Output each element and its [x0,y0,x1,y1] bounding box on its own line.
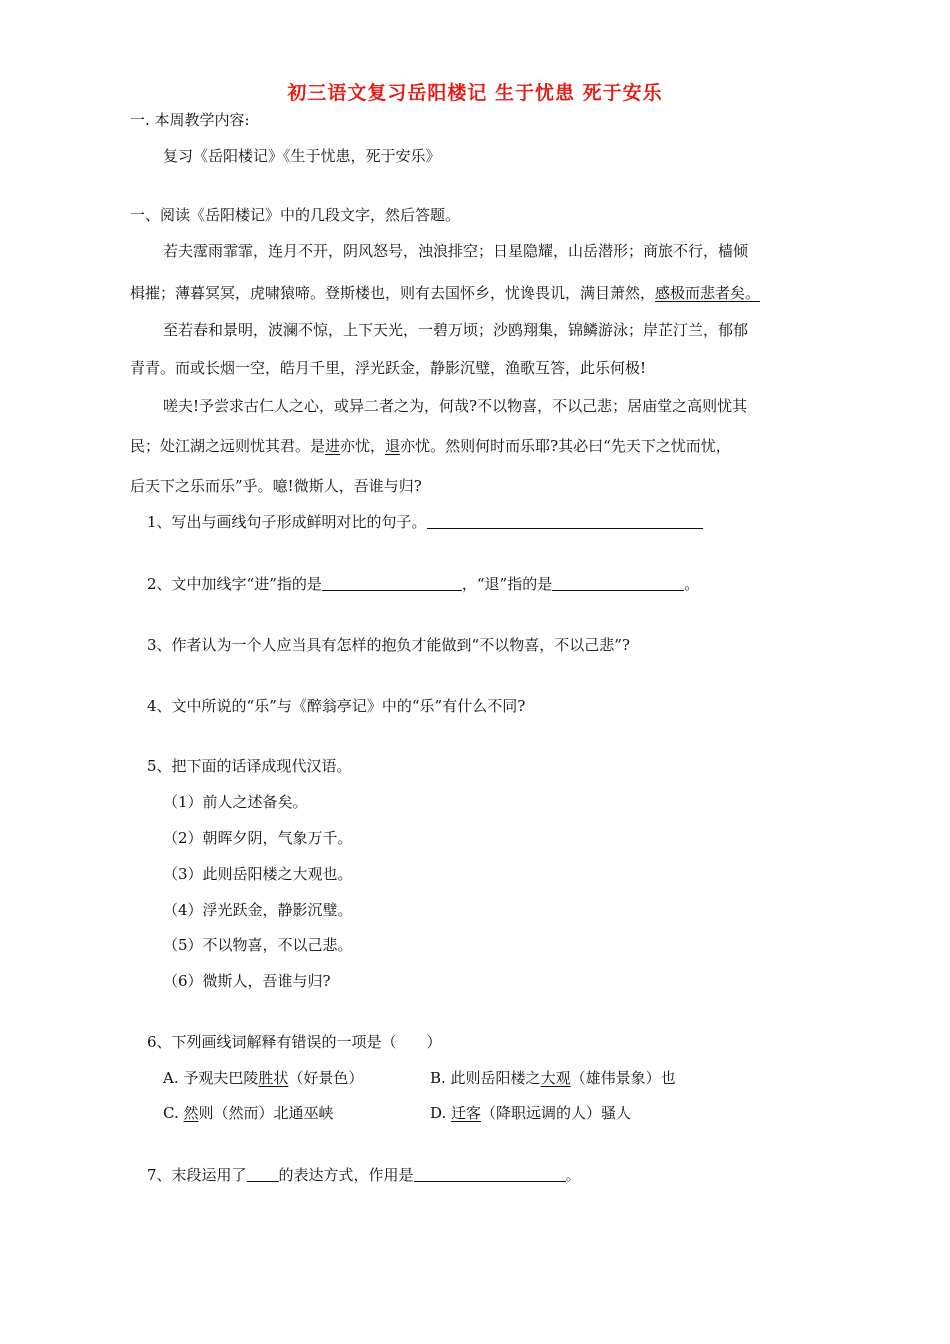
passage-para3-line2-a: 民；处江湖之远则忧其君。是 [130,437,326,455]
passage-para1-line2 [130,283,760,303]
question-5-item-3: （3）此则岳阳楼之大观也。 [163,865,353,883]
passage-para3-line3: 后天下之乐而乐”乎。噫!微斯人，吾谁与归? [130,477,422,495]
option-a-gloss: （好景色） [288,1069,364,1087]
passage-para3-line2 [130,436,731,456]
reading-section-heading: 一、阅读《岳阳楼记》中的几段文字，然后答题。 [130,206,461,224]
question-1-answer-blank[interactable] [427,512,703,529]
option-d-text: D. [430,1104,452,1122]
question-6-option-d[interactable] [430,1103,631,1123]
question-5-item-6: （6）微斯人，吾谁与归? [163,972,331,990]
teaching-content-text: 复习《岳阳楼记》《生于忧患，死于安乐》 [163,147,441,165]
passage-para1-line2-text: 楫摧；薄暮冥冥，虎啸猿啼。登斯楼也，则有去国怀乡，忧谗畏讥，满目萧然， [130,284,656,302]
option-c-gloss: 则（然而）北通巫峡 [198,1104,334,1122]
option-b-gloss: （雄伟景象）也 [570,1069,676,1087]
question-7-text-b: 的表达方式，作用是 [278,1166,414,1184]
option-a-underlined: 胜状 [258,1069,289,1087]
question-7-text-c: 。 [565,1166,581,1184]
option-d-gloss: （降职远调的人）骚人 [481,1104,632,1122]
question-5-item-4: （4）浮光跃金，静影沉璧。 [163,901,353,919]
option-b-underlined: 大观 [540,1069,571,1087]
question-4: 4、文中所说的“乐”与《醉翁亭记》中的“乐”有什么不同? [147,697,526,715]
question-6-option-b[interactable] [430,1068,676,1088]
question-6: 6、下列画线词解释有错误的一项是（ ） [147,1033,442,1051]
question-3: 3、作者认为一个人应当具有怎样的抱负才能做到“不以物喜，不以己悲”? [147,636,630,654]
passage-para3-line1: 嗟夫!予尝求古仁人之心，或异二者之为，何哉?不以物喜，不以己悲；居庙堂之高则忧其 [163,397,748,415]
question-7-blank-method[interactable] [247,1165,279,1182]
section-heading-teaching-content: 一. 本周教学内容: [130,111,250,129]
question-1 [147,512,703,532]
option-d-underlined: 迁客 [451,1104,482,1122]
question-6-option-c[interactable] [163,1103,334,1123]
question-2-blank-jin[interactable] [322,574,462,591]
option-c-underlined: 然 [183,1104,199,1122]
page-title: 初三语文复习岳阳楼记 生于忧患 死于安乐 [287,82,663,104]
question-2 [147,574,699,594]
question-2-blank-tui[interactable] [552,574,684,591]
option-a-text: A. 予观夫巴陵 [163,1069,259,1087]
option-b-text: B. 此则岳阳楼之 [430,1069,541,1087]
question-2-text-b: ，“退”指的是 [461,575,553,593]
underlined-char-jin: 进 [325,437,341,455]
question-2-text-c: 。 [684,575,700,593]
passage-para1-line1: 若夫霪雨霏霏，连月不开，阴风怒号，浊浪排空；日星隐耀，山岳潜形；商旅不行，樯倾 [163,242,749,260]
question-5-item-1: （1）前人之述备矣。 [163,793,308,811]
underlined-sentence: 感极而悲者矣。 [655,284,761,302]
question-6-option-a[interactable] [163,1068,363,1088]
question-5: 5、把下面的话译成现代汉语。 [147,757,352,775]
question-1-text: 1、写出与画线句子形成鲜明对比的句子。 [147,513,427,531]
question-5-item-5: （5）不以物喜，不以己悲。 [163,936,353,954]
passage-para2-line1: 至若春和景明，波澜不惊，上下天光，一碧万顷；沙鸥翔集，锦鳞游泳；岸芷汀兰，郁郁 [163,321,749,339]
question-7 [147,1165,581,1185]
question-5-item-2: （2）朝晖夕阴，气象万千。 [163,829,353,847]
underlined-char-tui: 退 [385,437,401,455]
passage-para3-line2-c: 亦忧。然则何时而乐耶?其必曰“先天下之忧而忧， [400,437,731,455]
question-2-text-a: 2、文中加线字“进”指的是 [147,575,322,593]
passage-para3-line2-b: 亦忧， [340,437,386,455]
passage-para2-line2: 青青。而或长烟一空，皓月千里，浮光跃金，静影沉璧，渔歌互答，此乐何极! [130,359,647,377]
question-7-blank-effect[interactable] [414,1165,566,1182]
question-7-text-a: 7、末段运用了 [147,1166,247,1184]
option-c-text: C. [163,1104,184,1122]
